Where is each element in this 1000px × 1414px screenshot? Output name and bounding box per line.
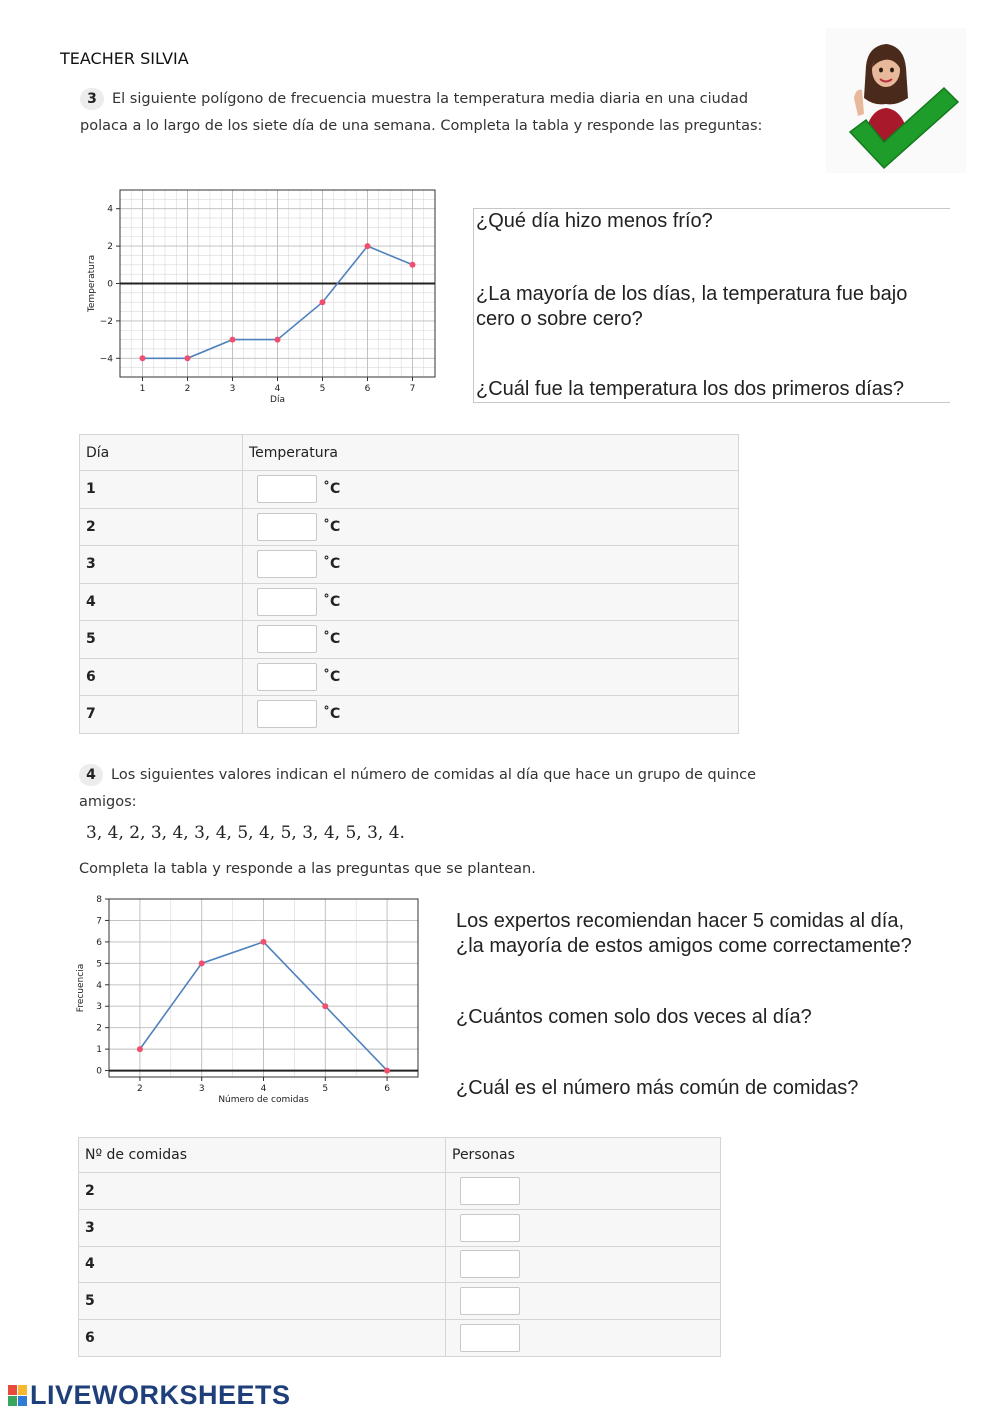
answer-cell	[243, 471, 739, 509]
answer-cell	[446, 1320, 721, 1357]
question-majority-below-zero: ¿La mayoría de los días, la temperatura fue bajo cero o sobre cero?	[476, 283, 908, 330]
unit-label: ˚C	[323, 668, 341, 685]
question-two-meals-count: ¿Cuántos comen solo dos veces al día?	[456, 1006, 812, 1028]
section3-number: 3	[80, 88, 104, 110]
y-tick-label: −4	[99, 354, 113, 365]
row-label: 4	[79, 1246, 446, 1283]
table-header-meals: Nº de comidas	[79, 1138, 446, 1173]
y-tick-label: 6	[96, 937, 102, 948]
data-point	[140, 355, 146, 361]
table-row	[80, 583, 739, 621]
row-label: 3	[80, 546, 243, 584]
question-least-cold-day: ¿Qué día hizo menos frío?	[476, 210, 713, 232]
row-label: 5	[80, 621, 243, 659]
table-row	[80, 658, 739, 696]
data-point	[275, 337, 281, 343]
table-row	[80, 508, 739, 546]
temperature-chart	[78, 182, 448, 407]
answer-cell	[243, 621, 739, 659]
y-tick-label: 0	[107, 279, 113, 290]
table-row	[79, 1209, 721, 1246]
answer-input[interactable]	[257, 663, 317, 691]
logo-squares-icon	[8, 1383, 28, 1405]
x-tick-label: 2	[137, 1084, 143, 1094]
y-tick-label: 8	[96, 895, 102, 905]
section3-intro-line1: El siguiente polígono de frecuencia muestra la temperatura media diaria en una ciudad	[112, 91, 749, 107]
answer-input[interactable]	[460, 1324, 520, 1352]
row-label: 6	[79, 1320, 446, 1357]
y-tick-label: 4	[107, 204, 113, 215]
data-point	[199, 960, 205, 966]
data-point	[185, 355, 191, 361]
row-label: 6	[80, 658, 243, 696]
answer-input[interactable]	[460, 1287, 520, 1315]
unit-label: ˚C	[323, 518, 341, 535]
section3-intro-line2: polaca a lo largo de los siete día de una semana. Completa la tabla y responde las preguntas:	[80, 118, 763, 134]
data-point	[230, 337, 236, 343]
question-five-meals: Los expertos recomiendan hacer 5 comidas al día, ¿la mayoría de estos amigos come correctamente?	[456, 910, 912, 957]
meals-frequency-chart	[78, 890, 423, 1112]
question-first-two-days-temp: ¿Cuál fue la temperatura los dos primeros días?	[476, 378, 904, 400]
y-tick-label: 2	[96, 1023, 102, 1034]
x-tick-label: 2	[184, 384, 191, 394]
section4-intro-line1: Los siguientes valores indican el número de comidas al día que hace un grupo de quince	[111, 767, 757, 783]
x-tick-label: 3	[198, 1084, 205, 1094]
question-most-common-meals: ¿Cuál es el número más común de comidas?	[456, 1077, 859, 1099]
y-tick-label: 5	[96, 959, 102, 970]
table-header-day: Día	[80, 435, 243, 471]
row-label: 2	[79, 1173, 446, 1210]
answer-input[interactable]	[257, 625, 317, 653]
table-row	[80, 621, 739, 659]
table-row	[80, 546, 739, 584]
y-tick-label: 0	[96, 1066, 102, 1077]
liveworksheets-logo	[8, 1380, 291, 1411]
y-tick-label: −2	[99, 316, 113, 327]
y-tick-label: 7	[96, 916, 102, 927]
x-tick-label: 4	[260, 1084, 267, 1094]
table-row	[79, 1283, 721, 1320]
answer-cell	[446, 1209, 721, 1246]
answer-cell	[446, 1246, 721, 1283]
row-label: 7	[80, 696, 243, 734]
data-point	[261, 939, 267, 945]
table-row	[80, 471, 739, 509]
answer-input[interactable]	[460, 1177, 520, 1205]
logo-text: LIVEWORKSHEETS	[30, 1380, 291, 1410]
unit-label: ˚C	[323, 556, 341, 573]
x-tick-label: 3	[229, 384, 236, 394]
row-label: 5	[79, 1283, 446, 1320]
x-tick-label: 6	[364, 384, 371, 394]
section4-intro	[79, 762, 779, 816]
section3-intro	[80, 86, 780, 140]
temperature-table	[79, 434, 739, 734]
answer-input[interactable]	[257, 475, 317, 503]
answer-input[interactable]	[257, 550, 317, 578]
answer-cell	[446, 1173, 721, 1210]
data-point	[322, 1003, 328, 1009]
data-point	[410, 262, 416, 268]
section4-intro-line2: amigos:	[79, 794, 137, 810]
unit-label: ˚C	[323, 706, 341, 723]
y-tick-label: 4	[96, 980, 102, 991]
x-tick-label: 5	[319, 384, 326, 394]
answer-cell	[446, 1283, 721, 1320]
answer-input[interactable]	[257, 588, 317, 616]
avatar-check-image	[826, 28, 966, 173]
y-tick-label: 2	[107, 242, 113, 253]
table-row	[79, 1320, 721, 1357]
answer-input[interactable]	[257, 513, 317, 541]
row-label: 3	[79, 1209, 446, 1246]
answer-cell	[243, 508, 739, 546]
x-axis-label: Número de comidas	[218, 1095, 309, 1105]
section4-instruction: Completa la tabla y responde a las preguntas que se plantean.	[79, 861, 536, 877]
row-label: 2	[80, 508, 243, 546]
teacher-name: TEACHER SILVIA	[60, 49, 189, 68]
unit-label: ˚C	[323, 631, 341, 648]
answer-cell	[243, 658, 739, 696]
unit-label: ˚C	[323, 593, 341, 610]
y-axis-label: Frecuencia	[76, 963, 86, 1013]
x-tick-label: 6	[384, 1084, 390, 1094]
meals-sequence: 3, 4, 2, 3, 4, 3, 4, 5, 4, 5, 3, 4, 5, 3, 4.	[86, 823, 405, 843]
data-point	[384, 1068, 390, 1074]
grid-lines	[109, 899, 418, 1077]
row-label: 4	[80, 583, 243, 621]
data-point	[137, 1046, 143, 1052]
table-row	[79, 1246, 721, 1283]
table-header-people: Personas	[446, 1138, 721, 1173]
answer-cell	[243, 696, 739, 734]
y-tick-label: 1	[96, 1045, 102, 1056]
row-label: 1	[80, 471, 243, 509]
x-tick-label: 1	[139, 384, 146, 394]
section4-number: 4	[79, 764, 103, 786]
answer-cell	[243, 583, 739, 621]
y-tick-label: 3	[96, 1002, 102, 1013]
x-tick-label: 5	[322, 1084, 329, 1094]
answer-cell	[243, 546, 739, 584]
meals-table	[78, 1137, 721, 1357]
x-tick-label: 7	[409, 384, 416, 394]
answer-input[interactable]	[257, 700, 317, 728]
table-row	[79, 1173, 721, 1210]
data-point	[320, 299, 326, 305]
y-axis-label: Temperatura	[87, 254, 97, 313]
x-axis-label: Día	[270, 395, 285, 405]
answer-input[interactable]	[460, 1250, 520, 1278]
answer-input[interactable]	[460, 1214, 520, 1242]
x-tick-label: 4	[274, 384, 281, 394]
table-row	[80, 696, 739, 734]
table-header-temperature: Temperatura	[243, 435, 739, 471]
unit-label: ˚C	[323, 481, 341, 498]
data-point	[365, 243, 371, 249]
